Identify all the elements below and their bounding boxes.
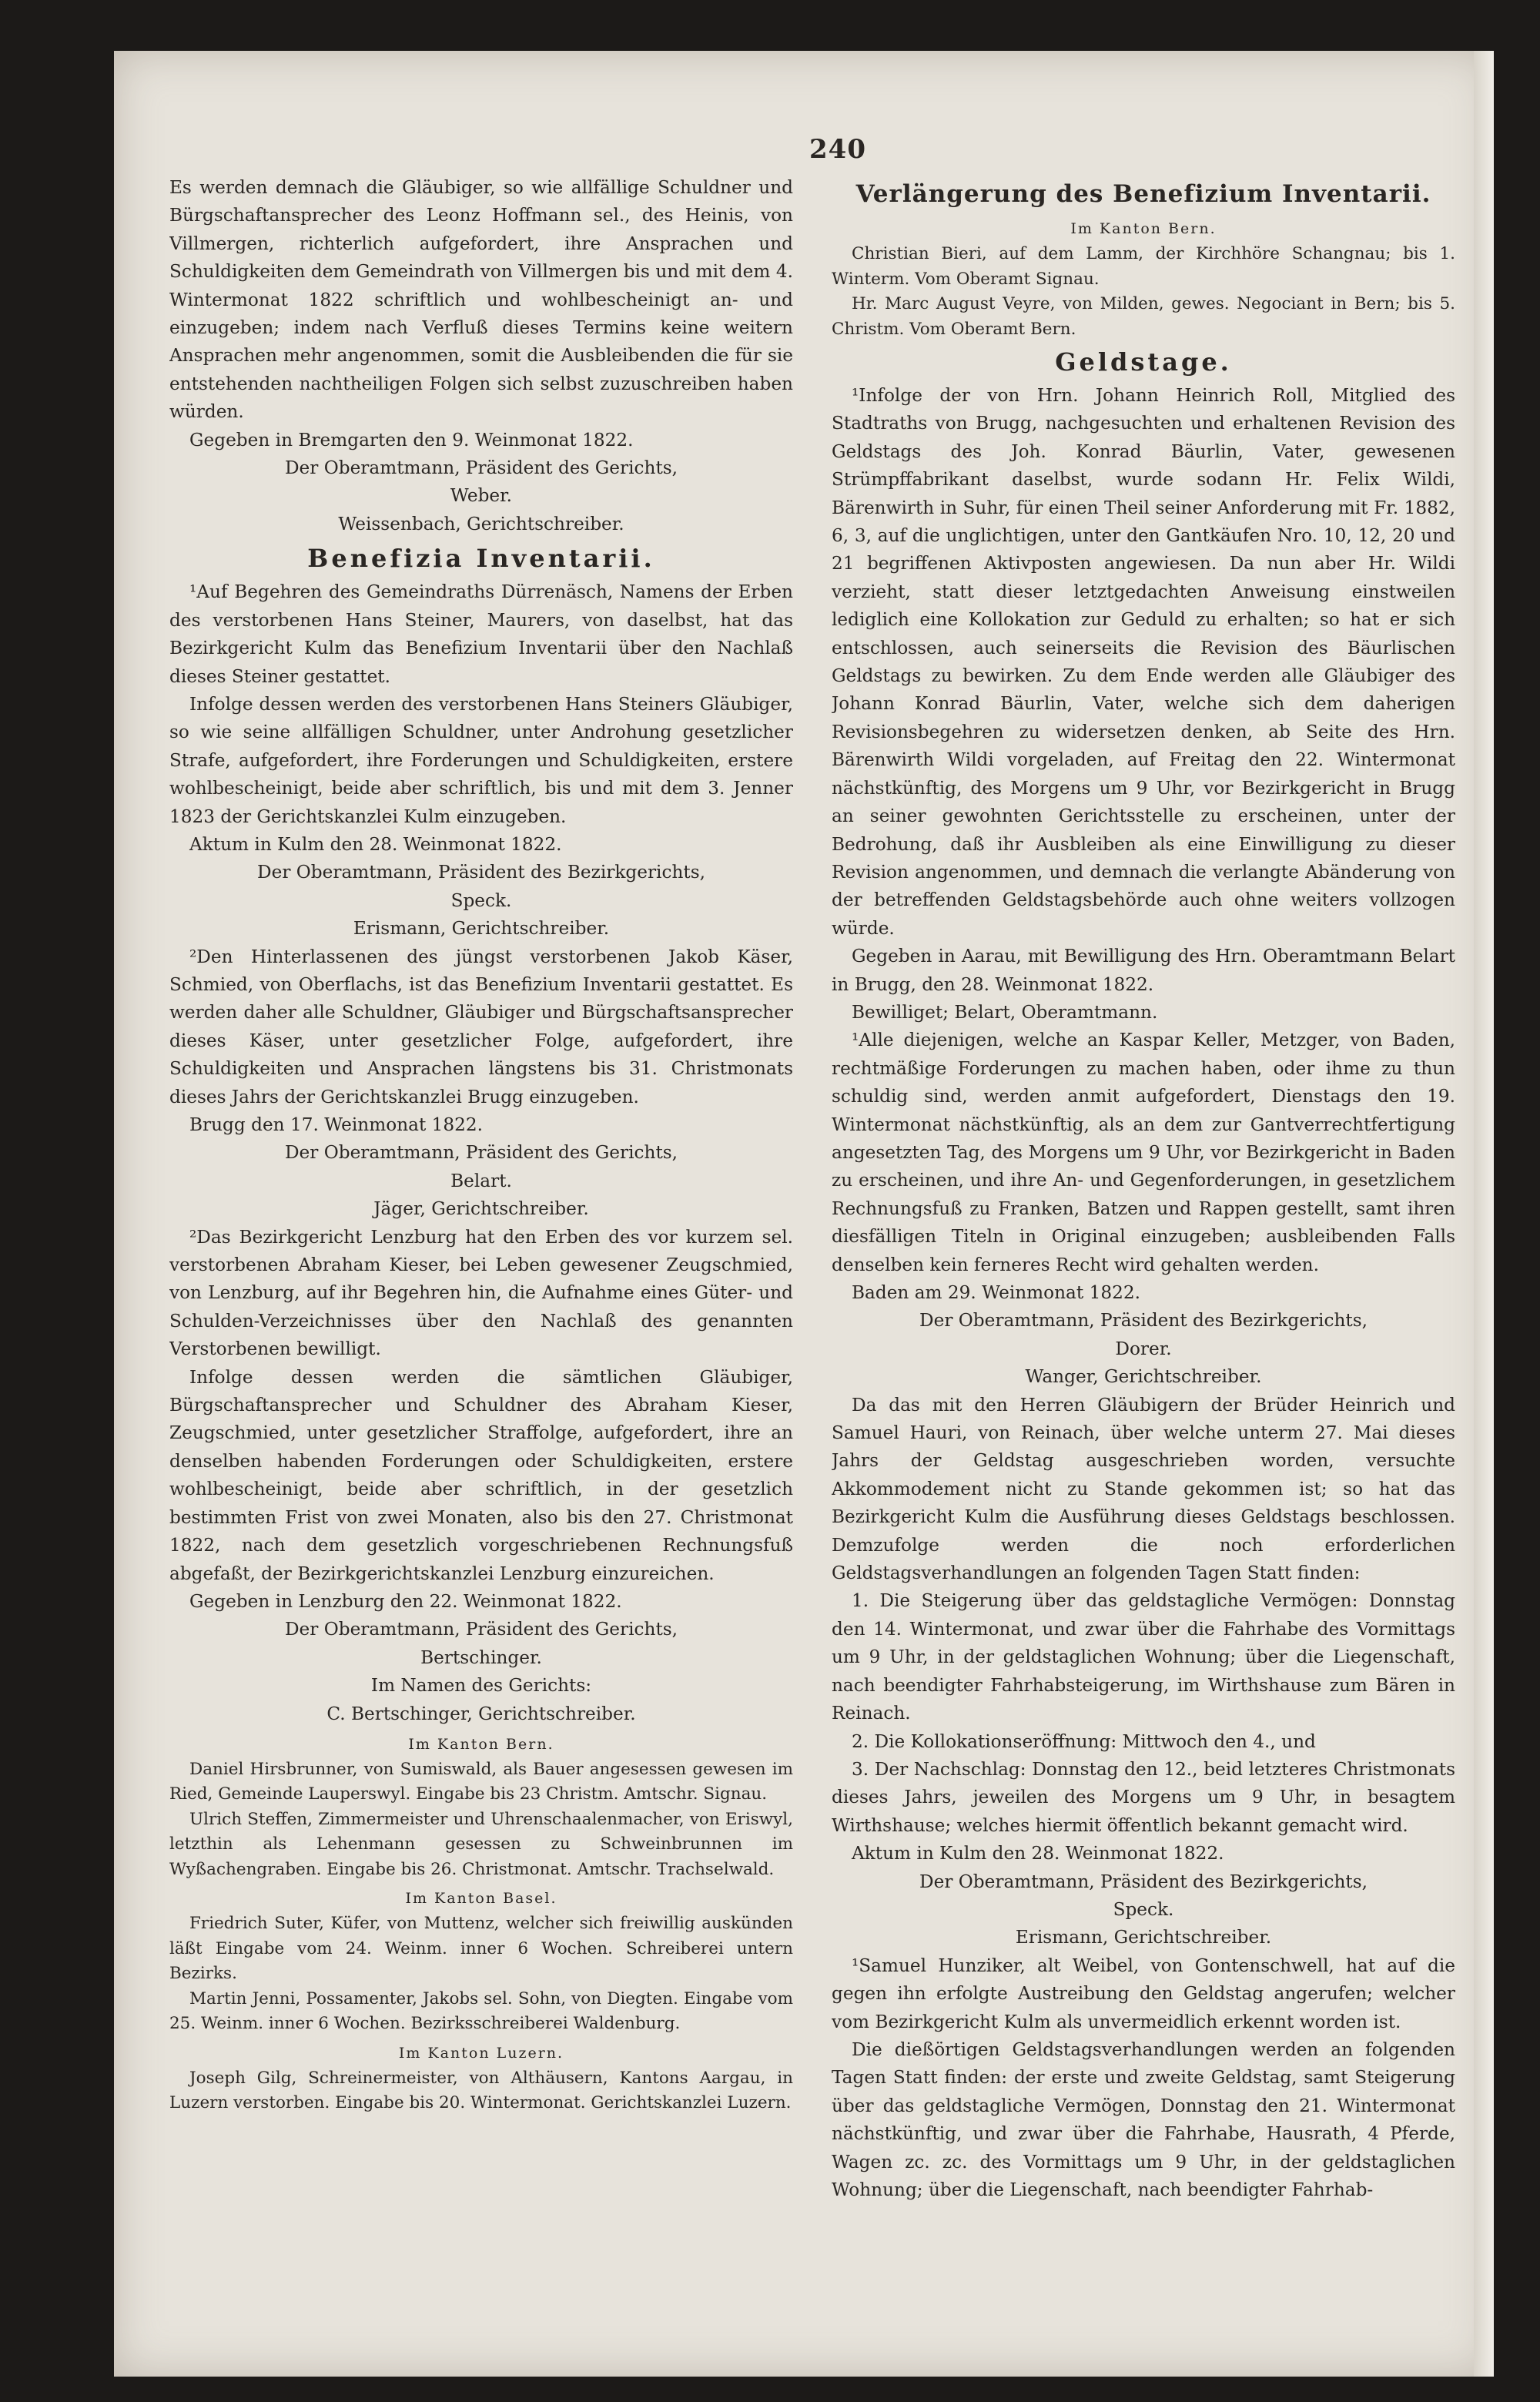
- signature-line: Der Oberamtmann, Präsident des Bezirkgerichts,: [919, 1310, 1368, 1332]
- paragraph: Baden am 29. Weinmonat 1822.: [852, 1282, 1140, 1303]
- canton-heading: Im Kanton Bern.: [408, 1735, 554, 1753]
- signature-line: Bertschinger.: [420, 1647, 542, 1668]
- paragraph: Da das mit den Herren Gläubigern der Brüder Heinrich und Samuel Hauri, von Reinach, über welche unterm 27. Mai dieses Jahrs der Geldstag ausgeschrieben worden, versuchte Akkommodement nicht zu Stande gekommen ist; so hat das Bezirkgericht Kulm die Ausführung dieses Geldstags beschlossen. Demzufolge werden die noch erforderlichen Geldstagsverhandlungen an folgenden Tagen Statt finden:: [832, 1394, 1455, 1584]
- signature-line: Speck.: [1113, 1898, 1174, 1920]
- notice-entry: Friedrich Suter, Küfer, von Muttenz, welcher sich freiwillig auskünden läßt Eingabe vom 24. Weinm. inner 6 Wochen. Schreiberei untern Bezirks.: [169, 1914, 793, 1984]
- paragraph: ¹Auf Begehren des Gemeindraths Dürrenäsch, Namens der Erben des verstorbenen Hans Steiner, Maurers, von daselbst, hat das Bezirkgericht Kulm das Benefizium Inventarii über den Nachlaß dieses Steiner gestattet.: [169, 581, 793, 687]
- notice-entry: Christian Bieri, auf dem Lamm, der Kirchhöre Schangnau; bis 1. Winterm. Vom Oberamt Signau.: [832, 244, 1455, 289]
- section-heading: Geldstage.: [1055, 347, 1232, 377]
- signature-line: Erismann, Gerichtschreiber.: [1015, 1927, 1272, 1948]
- section-heading: Benefizia Inventarii.: [307, 544, 655, 574]
- signature-line: Der Oberamtmann, Präsident des Gerichts,: [284, 1142, 678, 1164]
- paragraph: Aktum in Kulm den 28. Weinmonat 1822.: [189, 833, 562, 855]
- notice-entry: Joseph Gilg, Schreinermeister, von Althäusern, Kantons Aargau, in Luzern verstorben. Eingabe bis 20. Wintermonat. Gerichtskanzlei Luzern.: [169, 2068, 793, 2113]
- paragraph: Gegeben in Lenzburg den 22. Weinmonat 1822.: [189, 1590, 622, 1612]
- newspaper-page: [114, 51, 1494, 2377]
- paragraph: 3. Der Nachschlag: Donnstag den 12., beid letzteres Christmonats dieses Jahrs, jeweilen des Morgens um 9 Uhr, in besagtem Wirthshause; welches hiermit öffentlich bekannt gemacht wird.: [832, 1758, 1455, 1836]
- left-column: [169, 174, 793, 2353]
- paragraph: Die dießörtigen Geldstagsverhandlungen werden an folgenden Tagen Statt finden: der erste und zweite Geldstag, samt Steigerung über das geldstagliche Vermögen, Donnstag den 21. Wintermonat nächstkünftig, und zwar über die Fahrhabe, Hausrath, 4 Pferde, Wagen zc. zc. des Vormittags um 9 Uhr, in der geldstaglichen Wohnung; über die Liegenschaft, nach beendigter Fahrhab-: [832, 2039, 1455, 2200]
- page-edge: [1474, 51, 1494, 2377]
- signature-line: Der Oberamtmann, Präsident des Bezirkgerichts,: [257, 862, 705, 883]
- paragraph: ²Den Hinterlassenen des jüngst verstorbenen Jakob Käser, Schmied, von Oberflachs, ist das Benefizium Inventarii gestattet. Es werden daher alle Schuldner, Gläubiger und Bürgschaftsansprecher dieses Käser, unter gesetzlicher Folge, aufgefordert, ihre Schuldigkeiten und Ansprachen längstens bis 31. Christmonats dieses Jahrs der Gerichtskanzlei Brugg einzugeben.: [169, 946, 793, 1107]
- paragraph: Infolge dessen werden des verstorbenen Hans Steiners Gläubiger, so wie seine allfälligen Schuldner, unter Androhung gesetzlicher Strafe, aufgefordert, ihre Forderungen und Schuldigkeiten, erstere wohlbescheinigt, beide aber schriftlich, bis und mit dem 3. Jenner 1823 der Gerichtskanzlei Kulm einzugeben.: [169, 693, 793, 827]
- signature-line: Der Oberamtmann, Präsident des Gerichts,: [284, 1619, 678, 1640]
- paragraph: Brugg den 17. Weinmonat 1822.: [189, 1114, 484, 1135]
- paragraph: ¹Infolge der von Hrn. Johann Heinrich Roll, Mitglied des Stadtraths von Brugg, nachgesuchten und erhaltenen Revision des Geldstags des Joh. Konrad Bäurlin, Vater, gewesenen Strümpffabrikant daselbst, wurde sodann Hr. Felix Wildi, Bärenwirth in Suhr, für einen Theil seiner Anforderung mit Fr. 1882, 6, 3, auf die unglichtigen, unter den Gantkäufen Nro. 10, 12, 20 und 21 begriffenen Aktivposten angewiesen. Da nun aber Hr. Wildi verzieht, statt dieser letztgedachten Anweisung einstweilen lediglich eine Kollokation zur Geduld zu erhalten; so hat er sich entschlossen, auch seinerseits die Revision des Bäurlischen Geldstags zu bewirken. Zu dem Ende werden alle Gläubiger des Johann Konrad Bäurlin, Vater, welche sich dem daherigen Revisionsbegehren zu widersetzen denken, ab Seite des Hrn. Bärenwirth Wildi vorgeladen, auf Freitag den 22. Wintermonat nächstkünftig, des Morgens um 9 Uhr, vor Bezirkgericht in Brugg an seiner gewohnten Gerichtsstelle zu erscheinen, unter der Bedrohung, daß ihr Ausbleiben als eine Einwilligung zu dieser Revision angenommen, und demnach die verlangte Abänderung von der betreffenden Geldstagsbehörde auch ohne weiters vollzogen würde.: [832, 385, 1455, 939]
- notice-entry: Daniel Hirsbrunner, von Sumiswald, als Bauer angesessen gewesen im Ried, Gemeinde Lauperswyl. Eingabe bis 23 Christm. Amtschr. Signau.: [169, 1759, 793, 1804]
- paragraph: 2. Die Kollokationseröffnung: Mittwoch den 4., und: [852, 1730, 1316, 1752]
- signature-line: C. Bertschinger, Gerichtschreiber.: [326, 1703, 636, 1724]
- canton-heading: Im Kanton Luzern.: [398, 2044, 564, 2062]
- signature-line: Speck.: [450, 889, 512, 911]
- paragraph: 1. Die Steigerung über das geldstagliche Vermögen: Donnstag den 14. Wintermonat, und zwar über die Fahrhabe des Vormittags um 9 Uhr, in der geldstaglichen Wohnung; über die Liegenschaft, nach beendigter Fahrhabsteigerung, im Wirthshause zum Bären in Reinach.: [832, 1590, 1455, 1724]
- paragraph: Infolge dessen werden die sämtlichen Gläubiger, Bürgschaftansprecher und Schuldner des Abraham Kieser, Zeugschmied, unter gesetzlicher Straffolge, aufgefordert, ihre an denselben habenden Forderungen oder Schuldigkeiten, erstere wohlbescheinigt, beide aber schriftlich, in der gesetzlich bestimmten Frist von zwei Monaten, also bis den 27. Christmonat 1822, nach dem gesetzlich vorgeschriebenen Rechnungsfuß abgefaßt, der Bezirkgerichtskanzlei Lenzburg einzureichen.: [169, 1366, 793, 1584]
- paragraph: ¹Alle diejenigen, welche an Kaspar Keller, Metzger, von Baden, rechtmäßige Forderungen zu machen haben, oder ihme zu thun schuldig sind, werden anmit aufgefordert, Dienstags den 19. Wintermonat nächstkünftig, als an dem zur Gantverrechtfertigung angesetzten Tag, des Morgens um 9 Uhr, vor Bezirkgericht in Baden zu erscheinen, und ihre An- und Gegenforderungen, in gesetzlichem Rechnungsfuß zu Franken, Batzen und Rappen gestellt, samt ihren diesfälligen Titeln in Original einzugeben; ausbleibenden Falls denselben kein ferneres Recht wird gehalten werden.: [832, 1030, 1455, 1275]
- page-number: 240: [809, 134, 866, 165]
- paragraph: Gegeben in Aarau, mit Bewilligung des Hrn. Oberamtmann Belart in Brugg, den 28. Weinmonat 1822.: [832, 946, 1455, 995]
- paragraph: ¹Samuel Hunziker, alt Weibel, von Gontenschwell, hat auf die gegen ihn erfolgte Austreibung den Geldstag angerufen; welcher vom Bezirkgericht Kulm als unvermeidlich erkennt worden ist.: [832, 1955, 1455, 2032]
- signature-line: Im Namen des Gerichts:: [370, 1675, 592, 1697]
- paragraph: ²Das Bezirkgericht Lenzburg hat den Erben des vor kurzem sel. verstorbenen Abraham Kieser, bei Leben gewesener Zeugschmied, von Lenzburg, auf ihr Begehren hin, die Aufnahme eines Güter- und Schulden-Verzeichnisses über den Nachlaß des genannten Verstorbenen bewilligt.: [169, 1226, 793, 1360]
- section-heading: Verlängerung des Benefizium Inventarii.: [855, 180, 1431, 208]
- notice-entry: Martin Jenni, Possamenter, Jakobs sel. Sohn, von Diegten. Eingabe vom 25. Weinm. inner 6 Wochen. Bezirksschreiberei Waldenburg.: [169, 1988, 793, 2034]
- signature-line: Erismann, Gerichtschreiber.: [353, 918, 610, 940]
- notice-entry: Hr. Marc August Veyre, von Milden, gewes. Negociant in Bern; bis 5. Christm. Vom Oberamt Bern.: [832, 294, 1455, 339]
- right-column: [832, 174, 1455, 2353]
- signature-line: Der Oberamtmann, Präsident des Bezirkgerichts,: [919, 1871, 1368, 1892]
- canton-heading: Im Kanton Bern.: [1070, 220, 1217, 237]
- signature-line: Belart.: [450, 1170, 512, 1191]
- canton-heading: Im Kanton Basel.: [405, 1890, 557, 1908]
- signature-line: Weissenbach, Gerichtschreiber.: [338, 513, 624, 534]
- signature-line: Jäger, Gerichtschreiber.: [373, 1198, 589, 1220]
- signature-line: Wanger, Gerichtschreiber.: [1025, 1366, 1262, 1388]
- signature-line: Dorer.: [1115, 1338, 1172, 1359]
- paragraph: Gegeben in Bremgarten den 9. Weinmonat 1822.: [189, 429, 634, 451]
- paragraph: Es werden demnach die Gläubiger, so wie allfällige Schuldner und Bürgschaftansprecher des Leonz Hoffmann sel., des Heinis, von Villmergen, richterlich aufgefordert, ihre Ansprachen und Schuldigkeiten dem Gemeindrath von Villmergen bis und mit dem 4. Wintermonat 1822 schriftlich und wohlbescheinigt an- und einzugeben; indem nach Verfluß dieses Termins keine weitern Ansprachen mehr angenommen, somit die Ausbleibenden die für sie entstehenden nachtheiligen Folgen sich selbst zuzuschreiben haben würden.: [169, 177, 793, 423]
- paragraph: Aktum in Kulm den 28. Weinmonat 1822.: [852, 1843, 1224, 1864]
- paragraph: Bewilliget; Belart, Oberamtmann.: [852, 1001, 1158, 1023]
- notice-entry: Ulrich Steffen, Zimmermeister und Uhrenschaalenmacher, von Eriswyl, letzthin als Lehenmann gesessen zu Schweinbrunnen im Wyßachengraben. Eingabe bis 26. Christmonat. Amtschr. Trachselwald.: [169, 1809, 793, 1879]
- signature-line: Der Oberamtmann, Präsident des Gerichts,: [284, 457, 678, 479]
- signature-line: Weber.: [450, 485, 513, 507]
